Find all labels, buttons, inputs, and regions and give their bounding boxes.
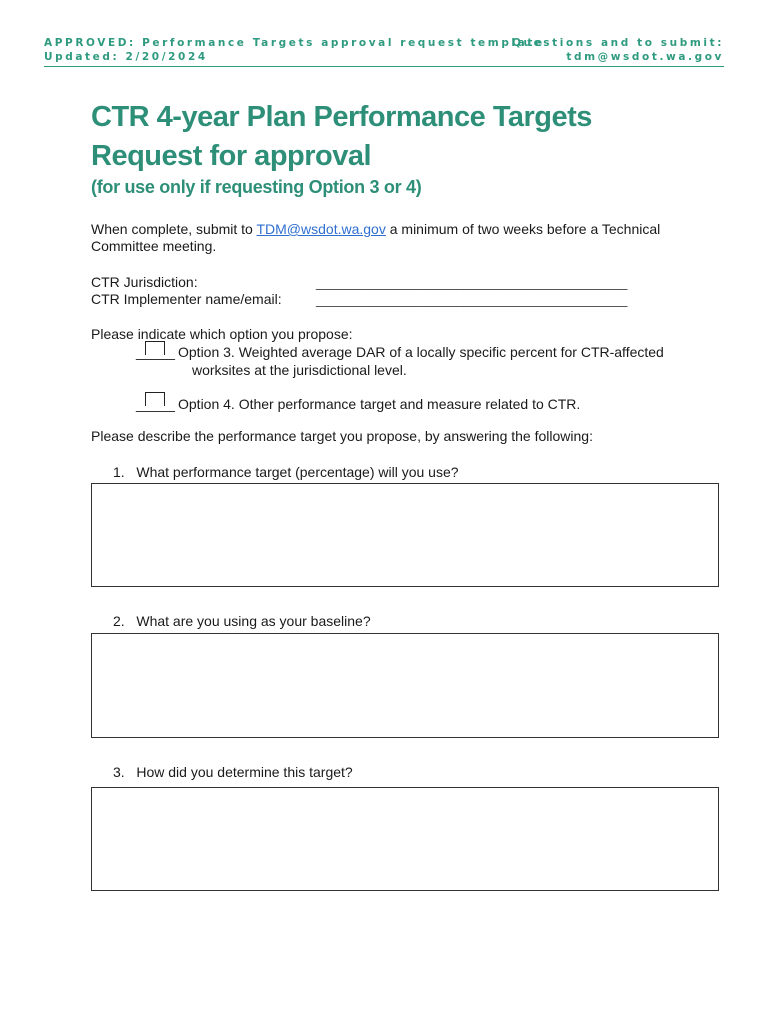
- instructions-after-link: a minimum of two weeks before a Technical: [385, 221, 661, 237]
- question-2: [113, 613, 371, 630]
- page-subtitle: (for use only if requesting Option 3 or 4): [91, 177, 422, 197]
- header-questions-line: Questions and to submit:: [511, 37, 724, 49]
- option4-blank: _____: [136, 396, 175, 412]
- title-line-2: Request for approval: [91, 140, 372, 172]
- implementer-field[interactable]: ________________________________________: [316, 291, 628, 307]
- option3-checkbox[interactable]: [145, 341, 165, 355]
- header-email-line: tdm@wsdot.wa.gov: [566, 51, 724, 63]
- instructions-line-2: Committee meeting.: [91, 238, 217, 254]
- submit-email-link[interactable]: TDM@wsdot.wa.gov: [256, 221, 386, 237]
- page-title: [91, 98, 731, 176]
- question-2-number: 2.: [113, 613, 125, 629]
- question-1-number: 1.: [113, 464, 125, 480]
- header-divider: [44, 66, 724, 67]
- question-3-text: How did you determine this target?: [136, 764, 353, 780]
- implementer-label: CTR Implementer name/email:: [91, 291, 282, 307]
- instructions-before-link: When complete, submit to: [91, 221, 257, 237]
- jurisdiction-label: CTR Jurisdiction:: [91, 274, 198, 290]
- option4-label: Option 4. Other performance target and measure related to CTR.: [178, 396, 581, 412]
- option3-label-cont: worksites at the jurisdictional level.: [192, 362, 407, 378]
- describe-prompt: Please describe the performance target you propose, by answering the following:: [91, 428, 593, 444]
- question-1-text: What performance target (percentage) will you use?: [136, 464, 459, 480]
- question-3-number: 3.: [113, 764, 125, 780]
- option3-label: Option 3. Weighted average DAR of a locally specific percent for CTR-affected: [178, 344, 664, 360]
- answer-box-2[interactable]: [91, 633, 719, 738]
- question-2-text: What are you using as your baseline?: [136, 613, 371, 629]
- header-approved-line: APPROVED: Performance Targets approval request template: [44, 37, 545, 49]
- question-1: [113, 464, 459, 481]
- header-updated-line: Updated: 2/20/2024: [44, 51, 208, 63]
- header-right: [512, 36, 724, 64]
- option3-blank: _____: [136, 344, 175, 360]
- title-line-1: CTR 4-year Plan Performance Targets: [91, 101, 592, 133]
- option-prompt: Please indicate which option you propose:: [91, 326, 353, 342]
- answer-box-3[interactable]: [91, 787, 719, 891]
- header-left: [44, 36, 545, 64]
- answer-box-1[interactable]: [91, 483, 719, 587]
- question-3: [113, 764, 353, 781]
- option4-checkbox[interactable]: [145, 392, 165, 406]
- submit-instructions: [91, 221, 731, 255]
- jurisdiction-field[interactable]: ________________________________________: [316, 274, 628, 290]
